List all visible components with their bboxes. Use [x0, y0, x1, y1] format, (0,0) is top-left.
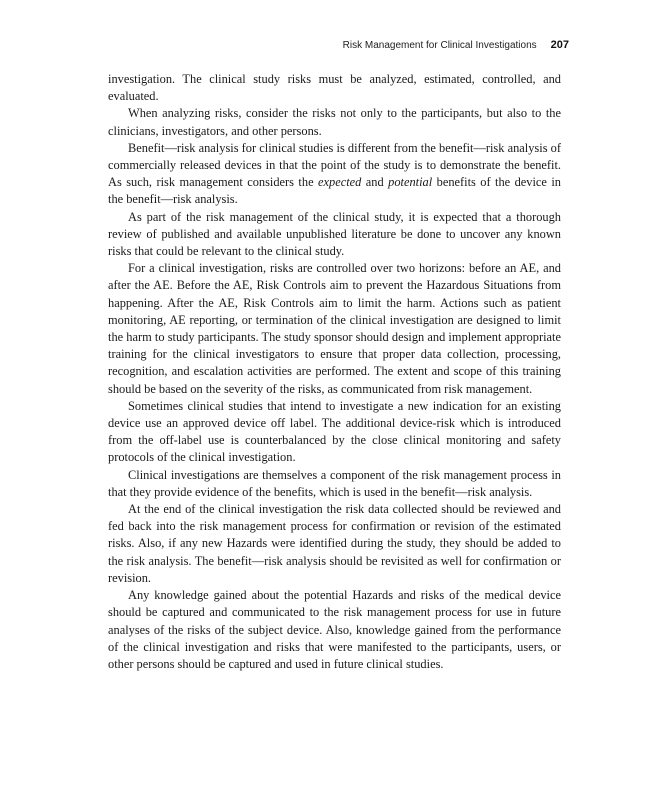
- running-title: Risk Management for Clinical Investigations: [342, 40, 537, 51]
- paragraph-benefit-risk: [108, 140, 561, 209]
- body-text: [108, 71, 561, 673]
- expected-emphasis: expected: [318, 175, 362, 190]
- benefit-risk-text-3: benefits of the device in the benefit—risk analysis.: [108, 175, 562, 207]
- paragraph-off-label: Sometimes clinical studies that intend to investigate a new indication for an existing device use an approved device off label. The additional device-risk which is introduced from the off-label use is counterbalanced by the close clinical monitoring and safety protocols of the clinical investigation.: [108, 398, 561, 465]
- potential-emphasis: potential: [388, 175, 433, 190]
- benefit-risk-text-1: Benefit—risk analysis for clinical studies is different from the benefit—risk analysis of commercially released devices in that the point of the study is to demonstrate the benefit. As such, risk management considers the: [108, 140, 561, 190]
- paragraph-end-of-investigation: At the end of the clinical investigation the risk data collected should be reviewed and fed back into the risk management process for confirmation or revision of the estimated risks. Also, if any new Hazards were identified during the study, they should be added to the risk analysis. The benefit—risk analysis should be revisited as well for confirmation or revision.: [108, 502, 561, 585]
- paragraph-evidence: Clinical investigations are themselves a component of the risk management process in that they provide evidence of the benefits, which is used in the benefit—risk analysis.: [108, 467, 561, 499]
- benefit-risk-text-2: and: [361, 175, 389, 190]
- paragraph-analyzing-risks: When analyzing risks, consider the risks not only to the participants, but also to the clinicians, investigators, and other persons.: [108, 106, 561, 138]
- paragraph-two-horizons: For a clinical investigation, risks are controlled over two horizons: before an AE, and after the AE. Before the AE, Risk Controls aim to prevent the Hazardous Situations from happening. After the AE, Risk Controls aim to limit the harm. Actions such as patient monitoring, AE reporting, or termination of the clinical investigation are designed to limit the harm to study participants. The study sponsor should design and implement appropriate training for the clinical investigators to ensure that proper data collection, processing, recognition, and escalation activities are performed. The extent and scope of this training should be based on the severity of the risks, as communicated from risk management.: [108, 261, 561, 396]
- paragraph-continuation: investigation. The clinical study risks must be analyzed, estimated, controlled, and evaluated.: [108, 72, 561, 104]
- running-header: [108, 39, 569, 55]
- paragraph-literature-review: As part of the risk management of the clinical study, it is expected that a thorough review of published and available unpublished literature be done to uncover any known risks that could be relevant to the clinical study.: [108, 209, 561, 259]
- paragraph-knowledge-gained: Any knowledge gained about the potential Hazards and risks of the medical device should be captured and communicated to the risk management process for use in future analyses of the risks of the subject device. Also, knowledge gained from the performance of the clinical investigation and risks that were manifested to the participants, users, or other persons should be captured and used in future clinical studies.: [108, 588, 561, 671]
- page-number: 207: [550, 39, 569, 51]
